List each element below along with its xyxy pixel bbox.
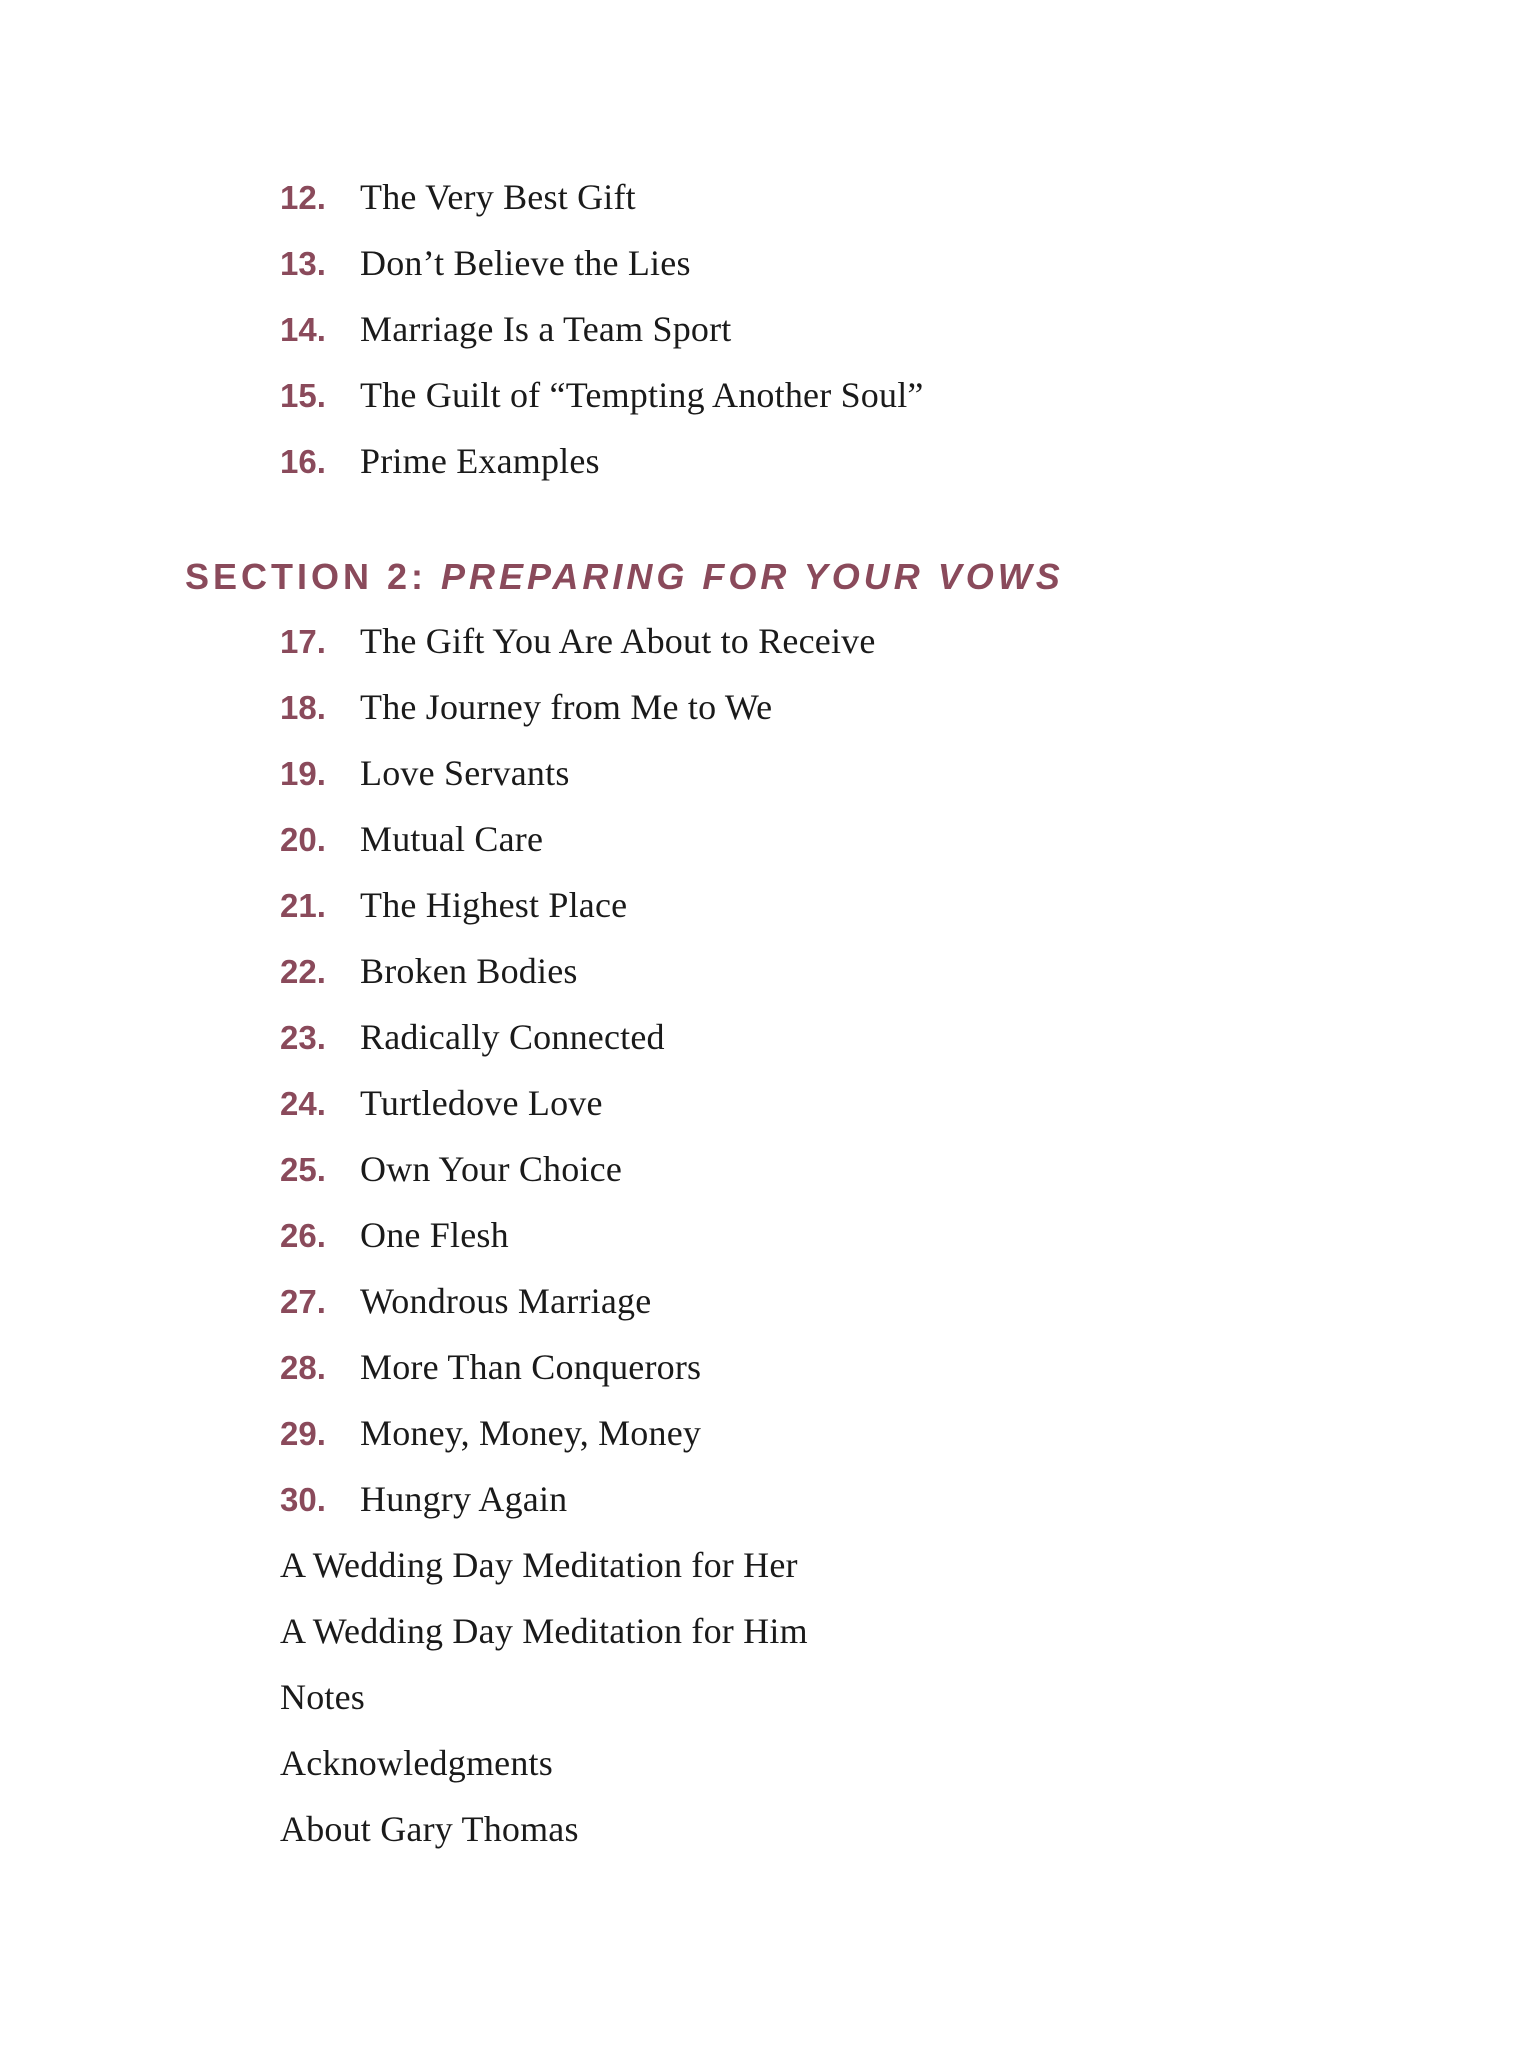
chapter-title: Radically Connected [360, 1017, 665, 1057]
section-label: SECTION 2: [185, 556, 442, 597]
chapter-title: The Highest Place [360, 885, 628, 925]
toc-entry-22[interactable] [280, 950, 578, 1000]
chapter-title: Hungry Again [360, 1479, 568, 1519]
chapter-number: 12. [280, 179, 326, 216]
chapter-title: The Gift You Are About to Receive [360, 621, 876, 661]
toc-entry-12[interactable] [280, 176, 636, 226]
toc-entry-meditation-him[interactable] [280, 1610, 808, 1660]
back-matter-title: A Wedding Day Meditation for Her [280, 1545, 798, 1585]
toc-entry-17[interactable] [280, 620, 876, 670]
chapter-title: More Than Conquerors [360, 1347, 702, 1387]
chapter-number: 18. [280, 689, 326, 726]
toc-entry-13[interactable] [280, 242, 691, 292]
toc-entry-15[interactable] [280, 374, 924, 424]
chapter-title: Don’t Believe the Lies [360, 243, 691, 283]
chapter-number: 14. [280, 311, 326, 348]
toc-entry-27[interactable] [280, 1280, 651, 1330]
chapter-title: Prime Examples [360, 441, 600, 481]
toc-entry-21[interactable] [280, 884, 627, 934]
back-matter-title: A Wedding Day Meditation for Him [280, 1611, 808, 1651]
chapter-title: The Very Best Gift [360, 177, 636, 217]
chapter-title: One Flesh [360, 1215, 509, 1255]
chapter-number: 25. [280, 1151, 326, 1188]
chapter-title: Marriage Is a Team Sport [360, 309, 732, 349]
chapter-title: The Guilt of “Tempting Another Soul” [360, 375, 924, 415]
chapter-title: Mutual Care [360, 819, 544, 859]
chapter-number: 29. [280, 1415, 326, 1452]
toc-entry-notes[interactable] [280, 1676, 365, 1726]
toc-entry-26[interactable] [280, 1214, 509, 1264]
toc-entry-29[interactable] [280, 1412, 701, 1462]
chapter-number: 27. [280, 1283, 326, 1320]
toc-entry-about-author[interactable] [280, 1808, 579, 1858]
toc-entry-23[interactable] [280, 1016, 665, 1066]
chapter-title: Own Your Choice [360, 1149, 623, 1189]
chapter-title: Broken Bodies [360, 951, 578, 991]
back-matter-title: About Gary Thomas [280, 1809, 579, 1849]
toc-entry-18[interactable] [280, 686, 772, 736]
chapter-title: Wondrous Marriage [360, 1281, 652, 1321]
chapter-number: 23. [280, 1019, 326, 1056]
section-subtitle: PREPARING FOR YOUR VOWS [441, 556, 1064, 597]
chapter-title: Turtledove Love [360, 1083, 603, 1123]
back-matter-title: Notes [280, 1677, 365, 1717]
toc-entry-acknowledgments[interactable] [280, 1742, 553, 1792]
toc-entry-19[interactable] [280, 752, 570, 802]
toc-entry-14[interactable] [280, 308, 732, 358]
chapter-number: 30. [280, 1481, 326, 1518]
chapter-number: 26. [280, 1217, 326, 1254]
chapter-number: 24. [280, 1085, 326, 1122]
toc-entry-24[interactable] [280, 1082, 603, 1132]
back-matter-title: Acknowledgments [280, 1743, 553, 1783]
chapter-number: 16. [280, 443, 326, 480]
toc-entry-28[interactable] [280, 1346, 701, 1396]
toc-entry-meditation-her[interactable] [280, 1544, 798, 1594]
chapter-number: 28. [280, 1349, 326, 1386]
chapter-number: 20. [280, 821, 326, 858]
toc-entry-20[interactable] [280, 818, 543, 868]
chapter-number: 19. [280, 755, 326, 792]
chapter-number: 15. [280, 377, 326, 414]
chapter-number: 17. [280, 623, 326, 660]
chapter-title: Money, Money, Money [360, 1413, 702, 1453]
chapter-title: Love Servants [360, 753, 570, 793]
toc-entry-30[interactable] [280, 1478, 567, 1528]
chapter-number: 22. [280, 953, 326, 990]
section-heading [185, 556, 1064, 598]
chapter-number: 13. [280, 245, 326, 282]
toc-entry-16[interactable] [280, 440, 600, 490]
chapter-number: 21. [280, 887, 326, 924]
chapter-title: The Journey from Me to We [360, 687, 773, 727]
toc-entry-25[interactable] [280, 1148, 622, 1198]
